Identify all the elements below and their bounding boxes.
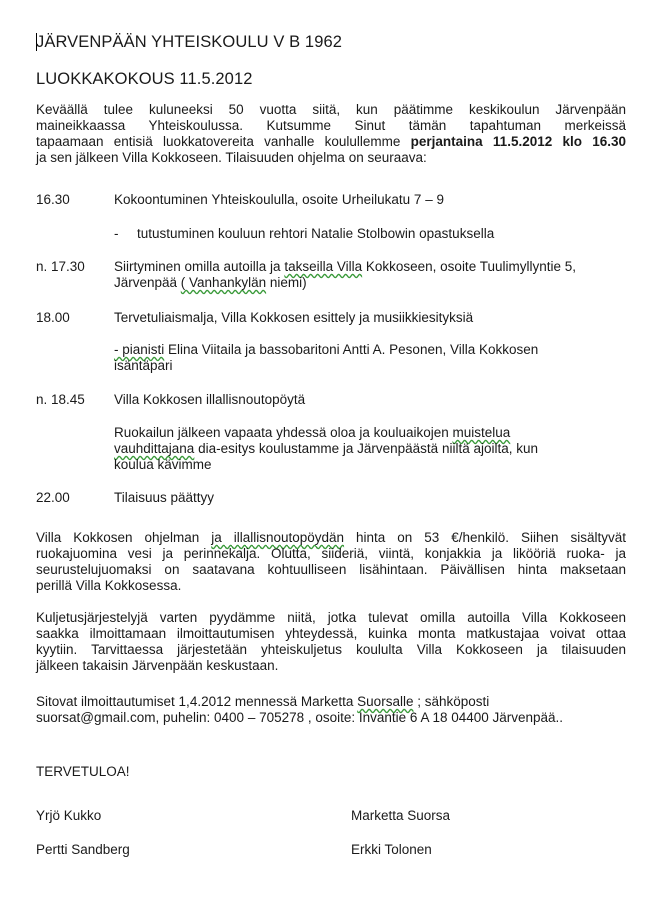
price-line-4: perillä Villa Kokkosessa.	[36, 578, 182, 593]
transport-line-4: jälkeen takaisin Järvenpään keskustaan.	[36, 658, 279, 673]
s2-l2c: niemi)	[266, 275, 307, 290]
schedule-text-2	[114, 259, 584, 291]
s4-l1b: muistelua	[452, 425, 511, 440]
schedule-time-5: 22.00	[36, 490, 70, 505]
schedule-dash-1: -	[114, 226, 119, 241]
s4-l1a: Ruokailun jälkeen vapaata yhdessä oloa ja kouluaikojen	[114, 425, 453, 440]
intro-line-3-text: tapaamaan entisiä luokkatovereita vanhalle koulullemme	[36, 134, 411, 149]
transport-line-2: saakka ilmoittamaan ilmoittautumisen yhteydessä, kuinka monta matkustajaa voivat ottaa	[36, 626, 626, 641]
s2-l2b: ( Vanhankylän	[180, 275, 267, 290]
document-title: JÄRVENPÄÄN YHTEISKOULU V B 1962	[36, 33, 343, 51]
s2-l2a: Järvenpää	[114, 275, 181, 290]
signature-4: Erkki Tolonen	[351, 842, 432, 857]
s4-line-2	[114, 441, 584, 457]
schedule-time-3: 18.00	[36, 310, 70, 325]
schedule-paragraph-4	[114, 425, 584, 473]
schedule-time-4: n. 18.45	[36, 392, 85, 407]
intro-line-4: ja sen jälkeen Villa Kokkoseen. Tilaisuuden ohjelma on seuraava:	[36, 150, 427, 165]
schedule-text-2-line-1	[114, 259, 584, 275]
signature-2: Marketta Suorsa	[351, 808, 451, 823]
s2-l1c: Kokkoseen, osoite Tuulimyllyntie 5,	[362, 259, 576, 274]
s3-sub-line-2: isäntäpari	[114, 358, 173, 373]
schedule-text-4: Villa Kokkosen illallisnoutopöytä	[114, 392, 306, 407]
schedule-subitem-3	[114, 342, 584, 374]
schedule-text-3: Tervetuliaismalja, Villa Kokkosen esittely ja musiikkiesityksiä	[114, 310, 474, 325]
price-l1a: Villa Kokkosen ohjelman	[36, 530, 212, 545]
transport-line-3: kyytiin. Tarvittaessa järjestetään yhteiskuljetus koululta Villa Kokkoseen ja tilaisuuden	[36, 642, 626, 657]
price-l1c: hinta on 53 €/henkilö. Siihen sisältyvät	[344, 530, 627, 545]
s3-sub-l1a: - pianisti	[114, 342, 165, 357]
event-date-bold: perjantaina 11.5.2012 klo 16.30	[410, 134, 626, 149]
s2-l1b: takseilla Villa	[284, 259, 363, 274]
welcome-text: TERVETULOA!	[36, 764, 130, 779]
intro-line-3	[36, 134, 626, 150]
price-line-2: ruokajuomina vesi ja perinnekalja. Olutta, siideriä, viintä, konjakkia ja likööriä ruoka- ja	[36, 546, 626, 561]
transport-line-1: Kuljetusjärjestelyjä varten pyydämme niitä, jotka tulevat omilla autoilla Villa Kokkoseen	[36, 610, 626, 625]
registration-line-1	[36, 694, 626, 710]
document-subtitle: LUOKKAKOKOUS 11.5.2012	[36, 70, 253, 88]
reg-l1a: Sitovat ilmoittautumiset 1,4.2012 mennessä Marketta	[36, 694, 358, 709]
schedule-time-2: n. 17.30	[36, 259, 85, 274]
signature-3: Pertti Sandberg	[36, 842, 130, 857]
signature-1: Yrjö Kukko	[36, 808, 102, 823]
transport-paragraph	[36, 610, 626, 674]
s3-sub-line-1	[114, 342, 584, 358]
reg-l1c: ; sähköposti	[413, 694, 490, 709]
schedule-subitem-1: tutustuminen kouluun rehtori Natalie Stolbowin opastuksella	[137, 226, 495, 241]
s4-line-1	[114, 425, 584, 441]
registration-line-2: suorsat@gmail.com, puhelin: 0400 – 705278 , osoite: Invantie 6 A 18 04400 Järvenpää..	[36, 710, 564, 725]
price-line-3: seurustelujuomaksi on saatavana kohtuulliseen lisähintaan. Päivällisen hinta maksetaan	[36, 562, 626, 577]
s2-l1a: Siirtyminen omilla autoilla ja	[114, 259, 285, 274]
schedule-text-5: Tilaisuus päättyy	[114, 490, 215, 505]
s4-line-3: koulua kävimme	[114, 457, 212, 472]
intro-line-2: maineikkaassa Yhteiskoulussa. Kutsumme Sinut tämän tapahtuman merkeissä	[36, 118, 626, 133]
s3-sub-l1b: Elina Viitaila ja bassobaritoni Antti A. Pesonen, Villa Kokkosen	[164, 342, 539, 357]
price-l1b: ja illallisnoutopöydän	[211, 530, 345, 545]
schedule-text-2-line-2	[114, 275, 584, 291]
price-paragraph	[36, 530, 626, 594]
price-line-1	[36, 530, 626, 546]
schedule-text-1: Kokoontuminen Yhteiskoululla, osoite Urheilukatu 7 – 9	[114, 192, 444, 207]
registration-paragraph	[36, 694, 626, 726]
reg-l1b: Suorsalle	[357, 694, 414, 709]
s4-l2a: vauhdittajana	[114, 441, 195, 456]
s4-l2b: dia-esitys koulustamme ja Järvenpäästä niiltä ajoilta, kun	[194, 441, 538, 456]
schedule-time-1: 16.30	[36, 192, 70, 207]
intro-paragraph	[36, 102, 626, 166]
intro-line-1: Keväällä tulee kuluneeksi 50 vuotta siitä, kun päätimme keskikoulun Järvenpään	[36, 102, 626, 117]
